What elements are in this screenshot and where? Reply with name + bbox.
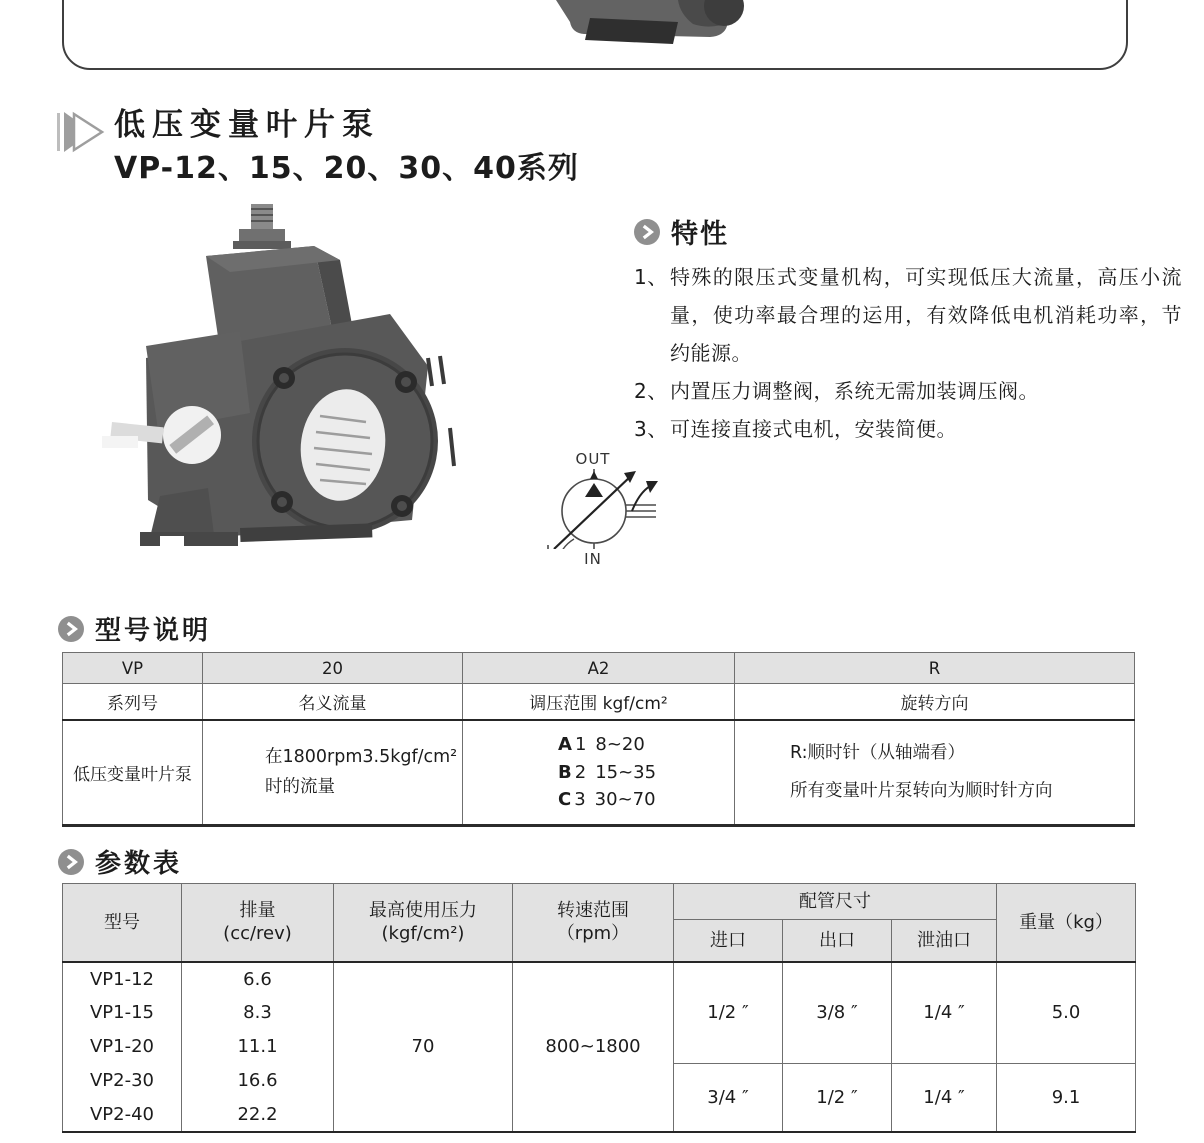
header-model: 型号 xyxy=(63,884,182,962)
header-pressure: 最高使用压力 (kgf/cm²) xyxy=(334,884,513,962)
code-cell: A2 xyxy=(463,653,735,684)
model-cell: VP1-12 xyxy=(63,962,182,996)
page-title-block xyxy=(56,103,579,191)
label-cell: 名义流量 xyxy=(203,684,463,720)
label-cell: 旋转方向 xyxy=(735,684,1135,720)
displacement-cell: 22.2 xyxy=(182,1098,334,1132)
header-drain: 泄油口 xyxy=(892,920,997,962)
pump-photo xyxy=(88,198,524,546)
variable-pump-symbol-icon xyxy=(524,469,662,549)
rotation-line: 所有变量叶片泵转向为顺时针方向 xyxy=(790,781,1053,802)
params-section-title: 参数表 xyxy=(95,849,183,879)
double-arrow-icon xyxy=(56,109,108,155)
feature-number: 3、 xyxy=(634,417,668,441)
flow-line: 时的流量 xyxy=(265,777,335,798)
model-cell: VP2-40 xyxy=(63,1098,182,1132)
pressure-option: C 3 30~70 xyxy=(558,789,656,810)
symbol-out-label: OUT xyxy=(575,450,611,468)
code-cell: R xyxy=(735,653,1135,684)
inlet-cell: 1/2 ″ xyxy=(674,962,783,1064)
feature-text: 特殊的限压式变量机构，可实现低压大流量，高压小流量，使功率最合理的运用，有效降低电机消耗功率，节约能源。 xyxy=(670,265,1182,365)
feature-number: 1、 xyxy=(634,265,668,289)
table-row xyxy=(63,962,1136,996)
section-bullet-icon xyxy=(58,616,84,642)
table-header-row xyxy=(63,884,1136,920)
weight-cell: 5.0 xyxy=(997,962,1136,1064)
feature-item xyxy=(634,372,1194,410)
displacement-cell: 8.3 xyxy=(182,996,334,1030)
model-section-heading xyxy=(58,610,211,647)
hydraulic-symbol xyxy=(524,450,662,568)
outlet-cell: 1/2 ″ xyxy=(783,1064,892,1132)
feature-text: 内置压力调整阀，系统无需加装调压阀。 xyxy=(670,379,1039,403)
nominal-flow-cell xyxy=(203,720,463,826)
displacement-cell: 16.6 xyxy=(182,1064,334,1098)
page-subtitle: VP-12、15、20、30、40系列 xyxy=(114,151,579,186)
inlet-cell: 3/4 ″ xyxy=(674,1064,783,1132)
code-cell: 20 xyxy=(203,653,463,684)
features-section xyxy=(634,212,1194,448)
pump-photo-fragment xyxy=(528,0,760,52)
header-weight: 重量（kg） xyxy=(997,884,1136,962)
feature-number: 2、 xyxy=(634,379,668,403)
outlet-cell: 3/8 ″ xyxy=(783,962,892,1064)
speed-range-cell: 800~1800 xyxy=(513,962,674,1132)
header-outlet: 出口 xyxy=(783,920,892,962)
series-name-cell: 低压变量叶片泵 xyxy=(63,720,203,826)
label-cell: 系列号 xyxy=(63,684,203,720)
header-displacement: 排量 (cc/rev) xyxy=(182,884,334,962)
flow-line: 在1800rpm3.5kgf/cm² xyxy=(265,747,458,768)
features-heading: 特性 xyxy=(671,219,729,250)
header-piping: 配管尺寸 xyxy=(674,884,997,920)
table-row xyxy=(63,720,1135,826)
symbol-in-label: IN xyxy=(584,550,602,568)
label-cell: 调压范围 kgf/cm² xyxy=(463,684,735,720)
max-pressure-cell: 70 xyxy=(334,962,513,1132)
feature-item xyxy=(634,258,1194,372)
weight-cell: 9.1 xyxy=(997,1064,1136,1132)
drain-cell: 1/4 ″ xyxy=(892,1064,997,1132)
model-cell: VP1-20 xyxy=(63,1030,182,1064)
displacement-cell: 6.6 xyxy=(182,962,334,996)
code-cell: VP xyxy=(63,653,203,684)
section-bullet-icon xyxy=(634,219,660,245)
displacement-cell: 11.1 xyxy=(182,1030,334,1064)
parameters-table xyxy=(62,883,1136,1133)
model-cell: VP2-30 xyxy=(63,1064,182,1098)
pressure-range-cell xyxy=(463,720,735,826)
table-row xyxy=(63,684,1135,720)
model-description-table xyxy=(62,652,1135,827)
feature-item xyxy=(634,410,1194,448)
model-cell: VP1-15 xyxy=(63,996,182,1030)
section-bullet-icon xyxy=(58,849,84,875)
feature-text: 可连接直接式电机，安装简便。 xyxy=(670,417,957,441)
drain-cell: 1/4 ″ xyxy=(892,962,997,1064)
table-row xyxy=(63,653,1135,684)
header-inlet: 进口 xyxy=(674,920,783,962)
model-section-title: 型号说明 xyxy=(95,616,212,646)
header-speed: 转速范围 （rpm） xyxy=(513,884,674,962)
pressure-option: A 1 8~20 xyxy=(558,734,645,755)
params-section-heading xyxy=(58,843,182,880)
rotation-cell xyxy=(735,720,1135,826)
pressure-option: B 2 15~35 xyxy=(558,761,657,783)
rotation-line: R:顺时针（从轴端看） xyxy=(790,743,966,764)
page-title: 低压变量叶片泵 xyxy=(114,107,380,143)
